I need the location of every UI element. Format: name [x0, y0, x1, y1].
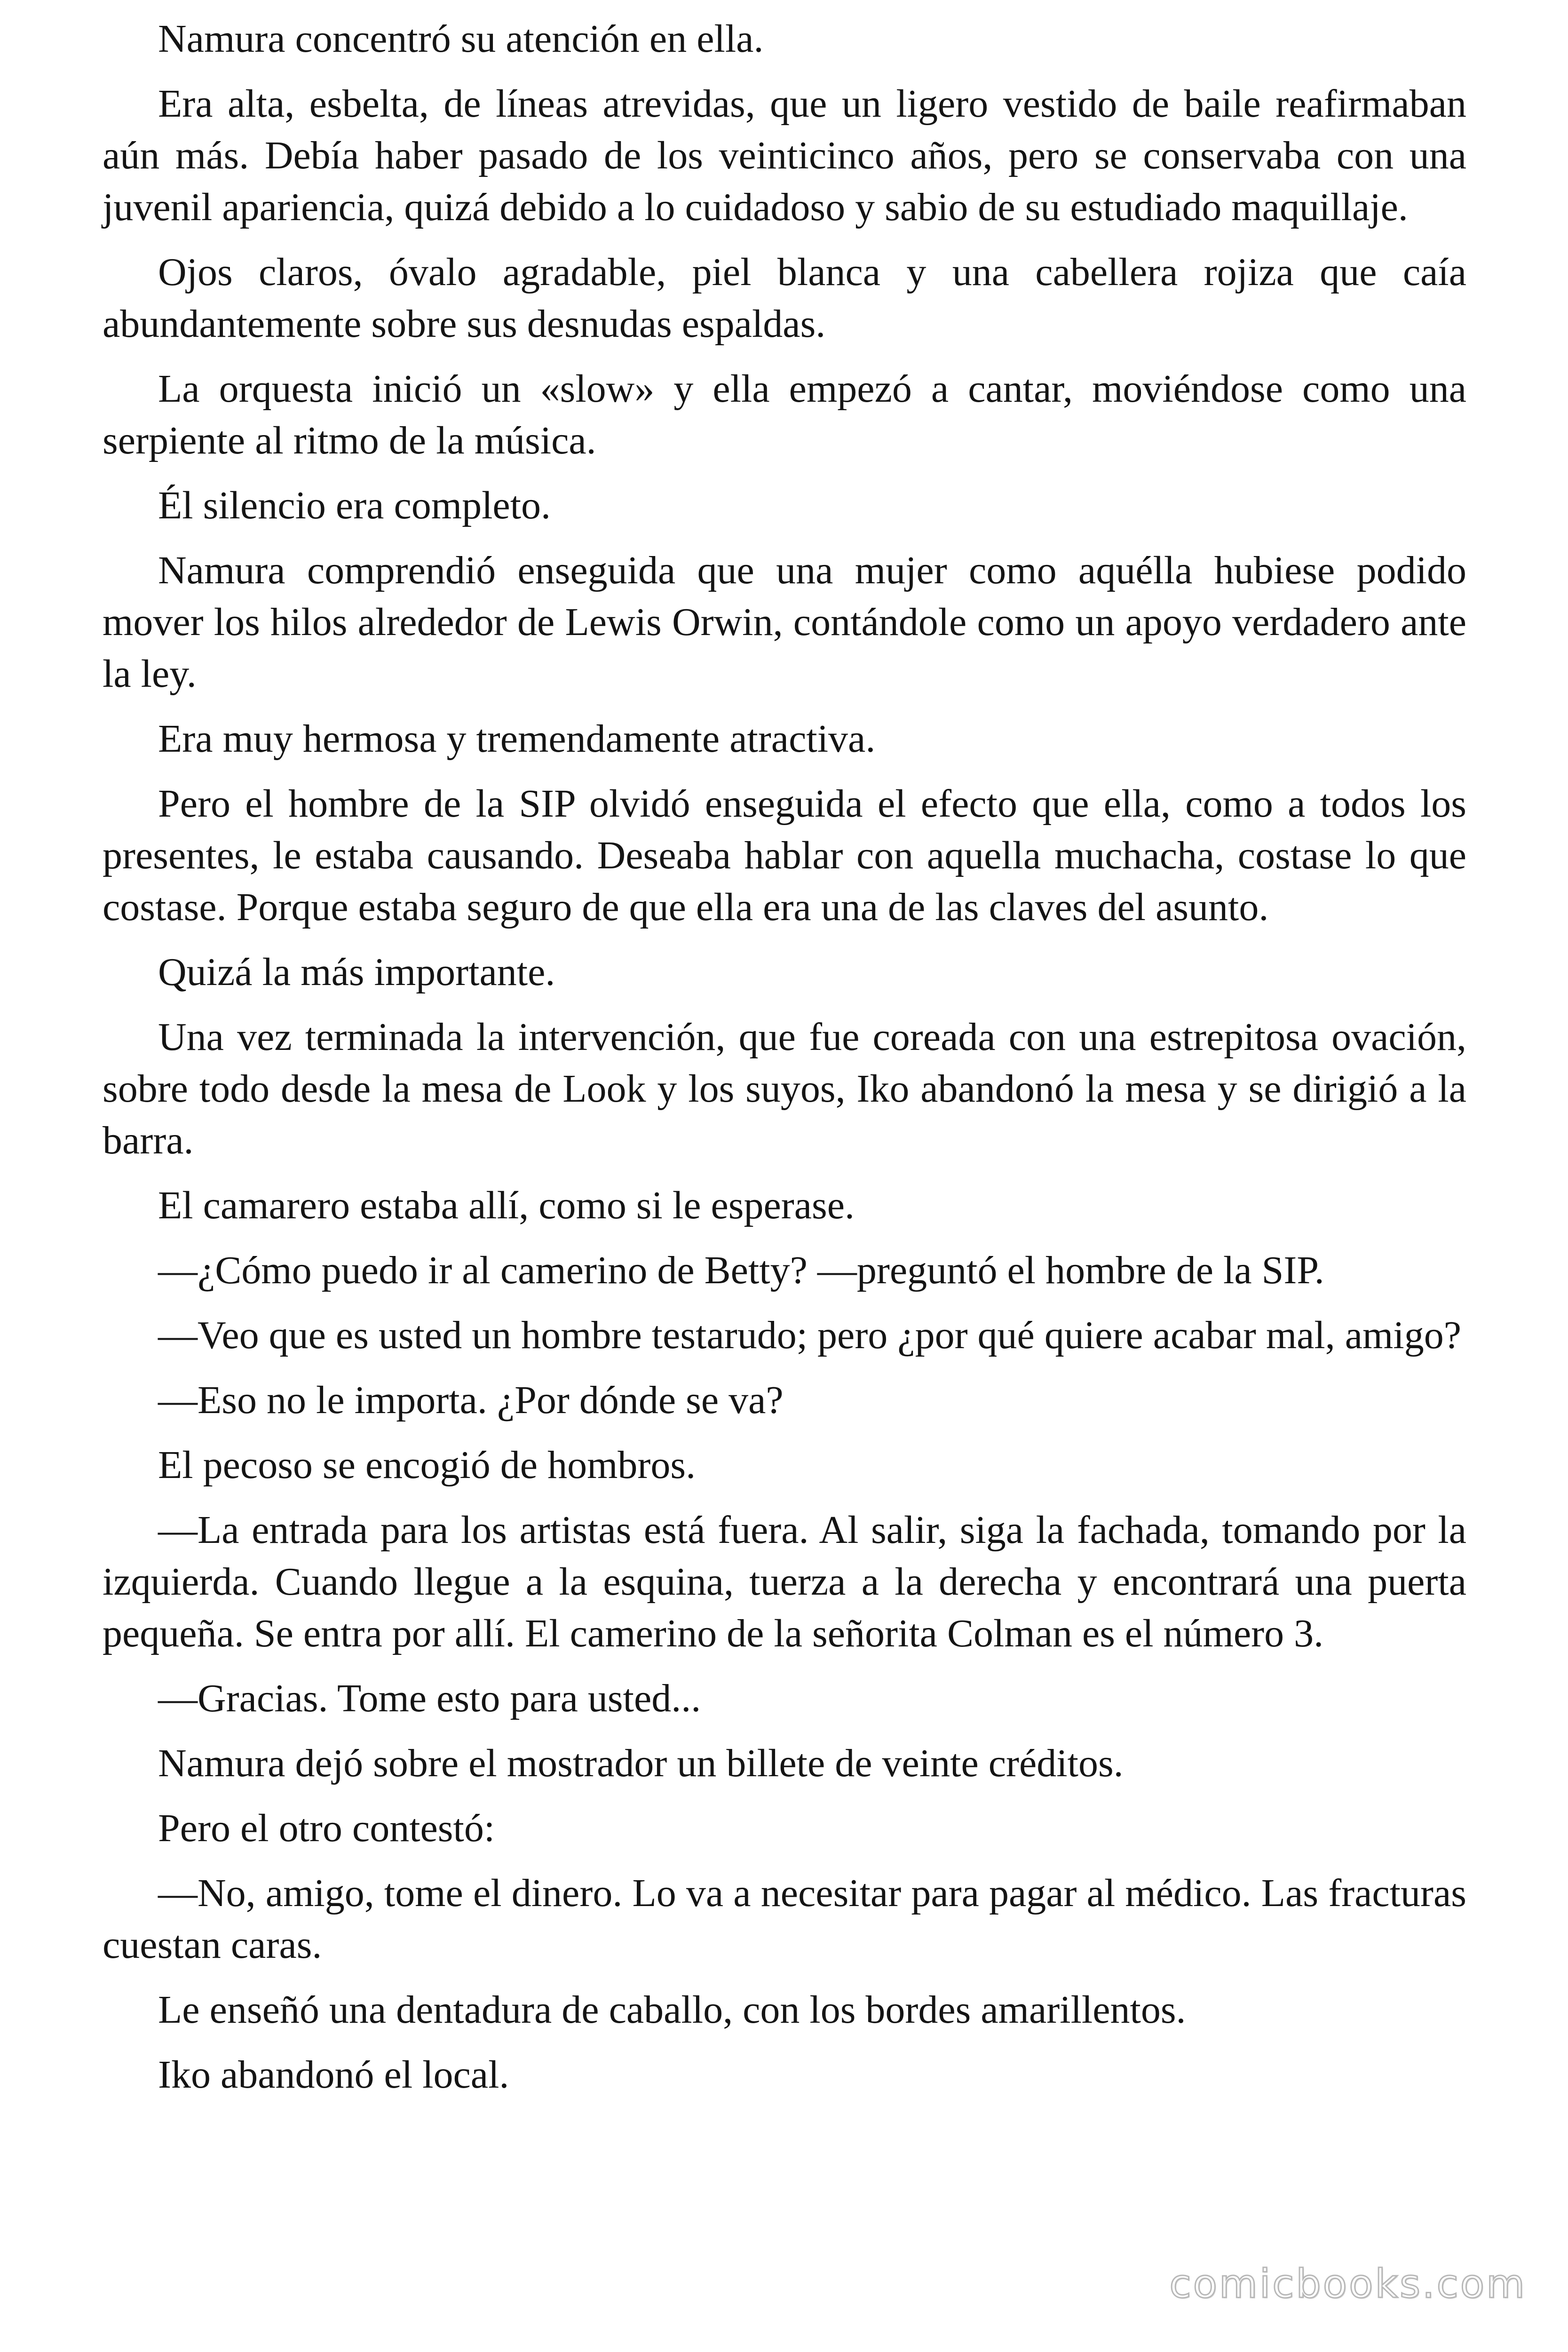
paragraph: El pecoso se encogió de hombros.	[158, 1443, 696, 1487]
paragraph: —Eso no le importa. ¿Por dónde se va?	[158, 1378, 784, 1422]
paragraph: Namura concentró su atención en ella.	[158, 17, 764, 61]
paragraph: Él silencio era completo.	[158, 484, 551, 527]
paragraph: —La entrada para los artistas está fuera. Al salir, siga la fachada, tomando por la izquierda. Cuando llegue a la esquina, tuerza a la derecha y encontrará una puerta pequeña. Se entra por allí. El camerino de la señorita Colman es el número 3.	[103, 1508, 1466, 1655]
paragraph: —¿Cómo puedo ir al camerino de Betty? —preguntó el hombre de la SIP.	[158, 1248, 1324, 1292]
paragraph: —Veo que es usted un hombre testarudo; pero ¿por qué quiere acabar mal, amigo?	[158, 1313, 1462, 1357]
paragraph: Una vez terminada la intervención, que fue coreada con una estrepitosa ovación, sobre todo desde la mesa de Look y los suyos, Iko abandonó la mesa y se dirigió a la barra.	[103, 1015, 1466, 1162]
paragraph: —No, amigo, tome el dinero. Lo va a necesitar para pagar al médico. Las fracturas cuestan caras.	[103, 1871, 1466, 1967]
paragraph: El camarero estaba allí, como si le esperase.	[158, 1184, 855, 1227]
paragraph: —Gracias. Tome esto para usted...	[158, 1677, 701, 1720]
paragraph: Le enseñó una dentadura de caballo, con los bordes amarillentos.	[158, 1988, 1186, 2032]
book-page-text	[103, 13, 1466, 2114]
paragraph: Iko abandonó el local.	[158, 2053, 509, 2097]
paragraph: Pero el otro contestó:	[158, 1806, 495, 1850]
paragraph: Namura comprendió enseguida que una mujer como aquélla hubiese podido mover los hilos alrededor de Lewis Orwin, contándole como un apoyo verdadero ante la ley.	[103, 548, 1466, 696]
paragraph: La orquesta inició un «slow» y ella empezó a cantar, moviéndose como una serpiente al ritmo de la música.	[103, 367, 1466, 462]
paragraph: Ojos claros, óvalo agradable, piel blanca y una cabellera rojiza que caía abundantemente sobre sus desnudas espaldas.	[103, 250, 1466, 346]
paragraph: Era muy hermosa y tremendamente atractiva.	[158, 717, 876, 761]
paragraph: Namura dejó sobre el mostrador un billete de veinte créditos.	[158, 1741, 1124, 1785]
paragraph: Pero el hombre de la SIP olvidó enseguida el efecto que ella, como a todos los presentes, le estaba causando. Deseaba hablar con aquella muchacha, costase lo que costase. Porque estaba seguro de que ella era una de las claves del asunto.	[103, 782, 1466, 929]
paragraph: Era alta, esbelta, de líneas atrevidas, que un ligero vestido de baile reafirmaban aún más. Debía haber pasado de los veinticinco años, pero se conservaba con una juvenil apariencia, quizá debido a lo cuidadoso y sabio de su estudiado maquillaje.	[103, 82, 1466, 229]
paragraph: Quizá la más importante.	[158, 950, 555, 994]
watermark-text: comicbooks.com	[1169, 2261, 1527, 2307]
